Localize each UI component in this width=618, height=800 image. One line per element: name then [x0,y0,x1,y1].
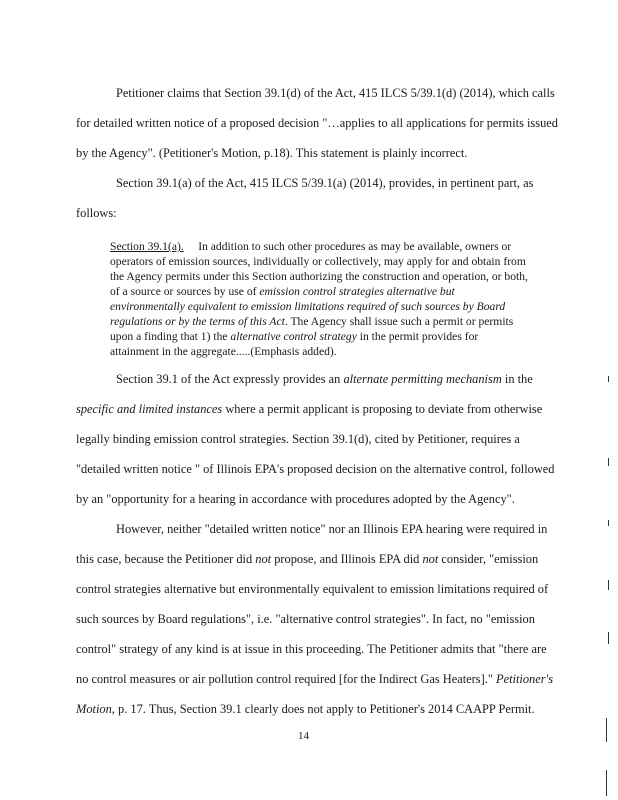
paragraph-3-line-3: legally binding emission control strategies. Section 39.1(d), cited by Petitioner, requires a [76,432,520,446]
paragraph-3-line-1 [116,372,533,386]
blockquote-emphasis: regulations or by the terms of this Act [110,315,285,328]
scan-mark [608,520,609,526]
paragraph-3-line-2 [76,402,542,416]
paragraph-emphasis: not [255,552,272,566]
paragraph-1-line-2: for detailed written notice of a proposed decision "…applies to all applications for permits issued [76,116,558,130]
blockquote-line-5 [110,300,505,313]
blockquote-line-1 [110,240,511,253]
blockquote-text: . The Agency shall issue such a permit or permits [284,315,514,328]
paragraph-emphasis: Motion [76,702,112,716]
paragraph-emphasis: alternate permitting mechanism [343,372,502,386]
paragraph-text: consider, "emission [438,552,539,566]
page-number: 14 [298,730,309,742]
paragraph-text: in the [501,372,533,386]
blockquote-text: of a source or sources by use of [110,285,260,298]
paragraph-1-line-1: Petitioner claims that Section 39.1(d) of the Act, 415 ILCS 5/39.1(d) (2014), which calls [116,86,555,100]
scan-mark [606,770,607,796]
scan-mark [608,376,609,382]
paragraph-4-line-6 [76,672,553,686]
blockquote-text: upon a finding that 1) the [110,330,231,343]
paragraph-emphasis: specific and limited instances [76,402,223,416]
blockquote-emphasis: alternative control strategy [230,330,357,343]
paragraph-emphasis: Petitioner's [496,672,554,686]
paragraph-4-line-5: control" strategy of any kind is at issue in this proceeding. The Petitioner admits that "there are [76,642,547,656]
paragraph-4-line-7 [76,702,535,716]
paragraph-text: this case, because the Petitioner did [76,552,256,566]
blockquote-line-8: attainment in the aggregate.....(Emphasis added). [110,345,337,358]
scan-mark [606,718,607,742]
blockquote-emphasis: emission control strategies alternative but [259,285,455,298]
paragraph-3-line-4: "detailed written notice " of Illinois EPA's proposed decision on the alternative control, followed [76,462,555,476]
paragraph-4-line-2 [76,552,538,566]
paragraph-2-line-1: Section 39.1(a) of the Act, 415 ILCS 5/39.1(a) (2014), provides, in pertinent part, as [116,176,534,190]
scan-mark [608,580,609,590]
paragraph-4-line-4: such sources by Board regulations", i.e. "alternative control strategies". In fact, no "emission [76,612,535,626]
blockquote-text: In addition to such other procedures as may be available, owners or [198,240,512,253]
paragraph-text: propose, and Illinois EPA did [271,552,423,566]
paragraph-3-line-5: by an "opportunity for a hearing in accordance with procedures adopted by the Agency". [76,492,515,506]
scan-mark [608,458,609,466]
blockquote-line-7 [110,330,478,343]
scan-mark [608,632,609,644]
paragraph-text: no control measures or air pollution control required [for the Indirect Gas Heaters]." [76,672,496,686]
blockquote-citation: Section 39.1(a). [110,240,184,253]
paragraph-text: , p. 17. Thus, Section 39.1 clearly does not apply to Petitioner's 2014 CAAPP Permit. [111,702,535,716]
blockquote-line-3: the Agency permits under this Section authorizing the construction and operation, or both, [110,270,528,283]
paragraph-1-line-3: by the Agency". (Petitioner's Motion, p.18). This statement is plainly incorrect. [76,146,468,160]
blockquote-line-2: operators of emission sources, individually or collectively, may apply for and obtain from [110,255,526,268]
paragraph-emphasis: not [422,552,439,566]
paragraph-4-line-1: However, neither "detailed written notice" nor an Illinois EPA hearing were required in [116,522,548,536]
blockquote-line-6 [110,315,513,328]
blockquote-text: in the permit provides for [356,330,479,343]
blockquote-emphasis: environmentally equivalent to emission limitations required of such sources by Board [110,300,506,313]
blockquote-line-4 [110,285,455,298]
paragraph-2-line-2: follows: [76,206,117,220]
paragraph-text: Section 39.1 of the Act expressly provides an [116,372,344,386]
paragraph-text: where a permit applicant is proposing to deviate from otherwise [222,402,543,416]
paragraph-4-line-3: control strategies alternative but environmentally equivalent to emission limitations required of [76,582,549,596]
